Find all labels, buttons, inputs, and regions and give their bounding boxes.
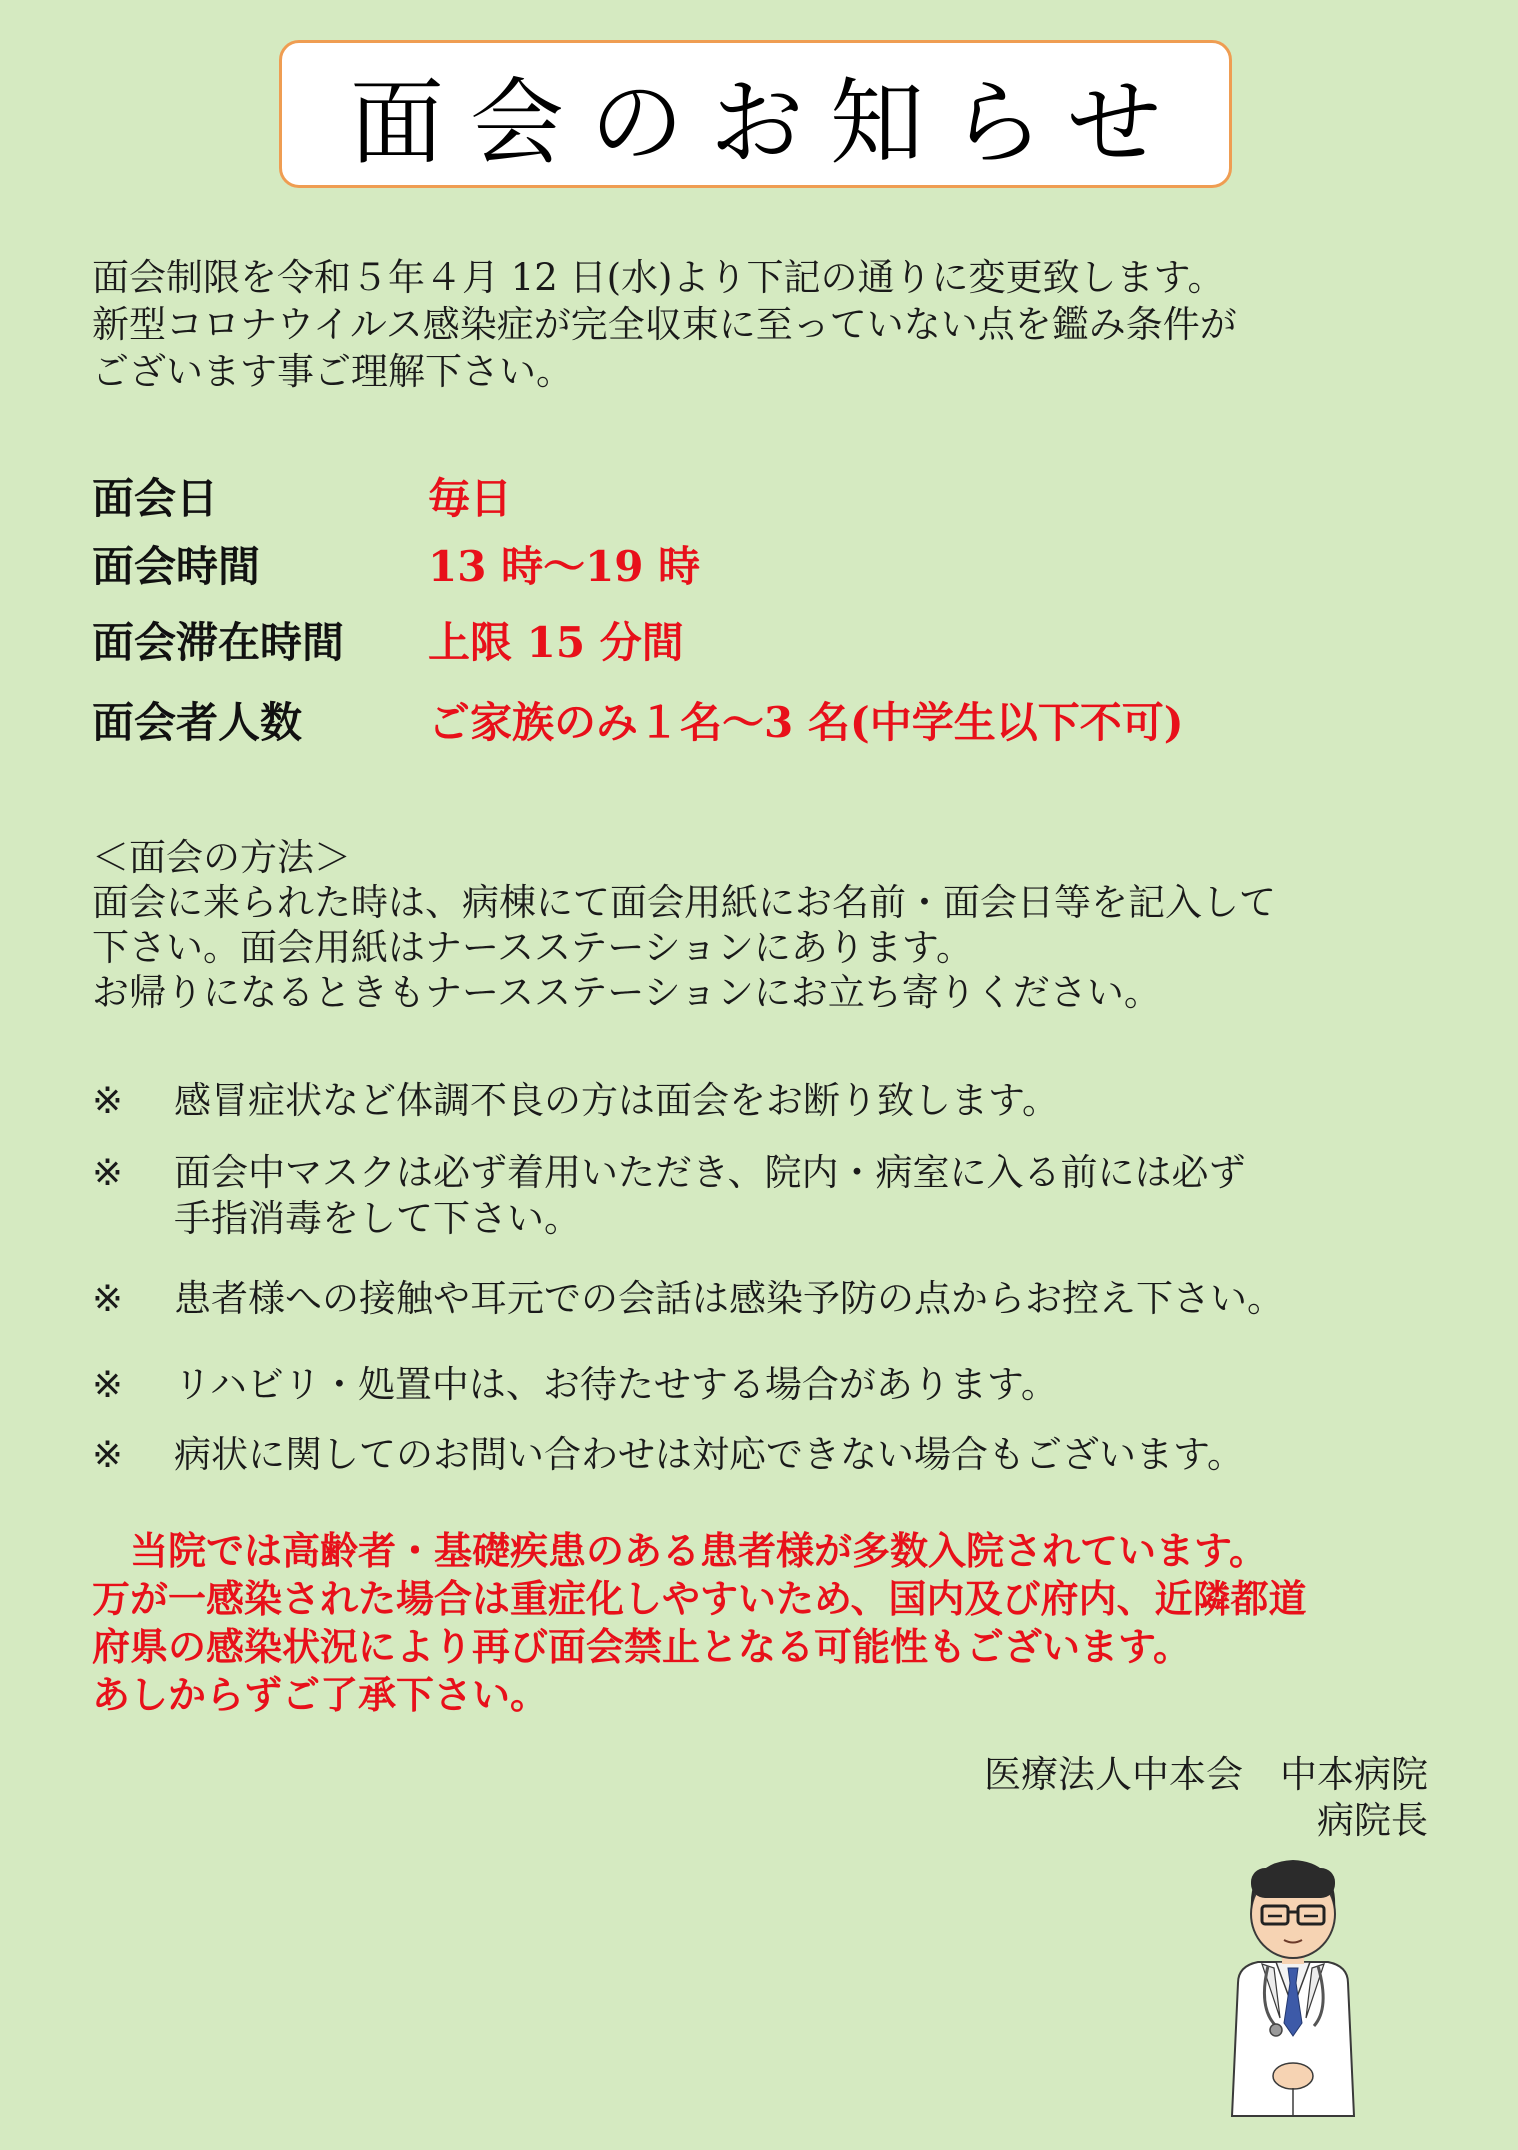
method-line: 面会に来られた時は、病棟にて面会用紙にお名前・面会日等を記入して bbox=[92, 881, 1276, 924]
note-mark: ※ bbox=[92, 1433, 124, 1476]
note-mark: ※ bbox=[92, 1151, 124, 1194]
note-text: リハビリ・処置中は、お待たせする場合があります。 bbox=[174, 1363, 1058, 1406]
intro-paragraph bbox=[92, 254, 1432, 395]
signature-org: 医療法人中本会 中本病院 bbox=[984, 1753, 1428, 1796]
title-box bbox=[279, 40, 1232, 188]
info-value: 上限 15 分間 bbox=[428, 618, 684, 667]
intro-line: ございます事ご理解下さい。 bbox=[92, 350, 573, 393]
note-text: 手指消毒をして下さい。 bbox=[174, 1197, 581, 1240]
info-label: 面会滞在時間 bbox=[92, 618, 345, 667]
note-mark: ※ bbox=[92, 1277, 124, 1320]
signature bbox=[984, 1752, 1428, 1844]
info-value: ご家族のみ１名～3 名(中学生以下不可) bbox=[428, 698, 1184, 747]
method-heading: ＜面会の方法＞ bbox=[92, 836, 351, 879]
warning-paragraph bbox=[92, 1527, 1306, 1719]
warning-line: あしからずご了承下さい。 bbox=[92, 1672, 549, 1717]
info-label: 面会時間 bbox=[92, 542, 261, 591]
doctor-illustration bbox=[1218, 1848, 1368, 2138]
signature-role: 病院長 bbox=[1317, 1799, 1428, 1842]
intro-line: 新型コロナウイルス感染症が完全収束に至っていない点を鑑み条件が bbox=[92, 303, 1237, 346]
note-mark: ※ bbox=[92, 1079, 124, 1122]
warning-line: 府県の感染状況により再び面会禁止となる可能性もございます。 bbox=[92, 1624, 1191, 1669]
warning-line: 当院では高齢者・基礎疾患のある患者様が多数入院されています。 bbox=[92, 1528, 1267, 1573]
info-value: 13 時～19 時 bbox=[428, 542, 701, 591]
info-label: 面会日 bbox=[92, 474, 219, 523]
method-line: 下さい。面会用紙はナースステーションにあります。 bbox=[92, 926, 973, 969]
note-text: 病状に関してのお問い合わせは対応できない場合もございます。 bbox=[174, 1433, 1245, 1476]
info-value: 毎日 bbox=[428, 474, 513, 523]
page-title: 面会のお知らせ bbox=[349, 68, 1188, 178]
note-text: 患者様への接触や耳元での会話は感染予防の点からお控え下さい。 bbox=[174, 1277, 1284, 1320]
info-label: 面会者人数 bbox=[92, 698, 303, 747]
note-text: 感冒症状など体調不良の方は面会をお断り致します。 bbox=[174, 1079, 1060, 1122]
note-text: 面会中マスクは必ず着用いただき、院内・病室に入る前には必ず bbox=[174, 1151, 1246, 1194]
intro-line: 面会制限を令和５年４月 12 日(水)より下記の通りに変更致します。 bbox=[92, 256, 1225, 299]
note-mark: ※ bbox=[92, 1363, 124, 1406]
visit-method-section bbox=[92, 835, 1276, 1015]
warning-line: 万が一感染された場合は重症化しやすいため、国内及び府内、近隣都道 bbox=[92, 1576, 1307, 1621]
method-line: お帰りになるときもナースステーションにお立ち寄りください。 bbox=[92, 971, 1161, 1014]
